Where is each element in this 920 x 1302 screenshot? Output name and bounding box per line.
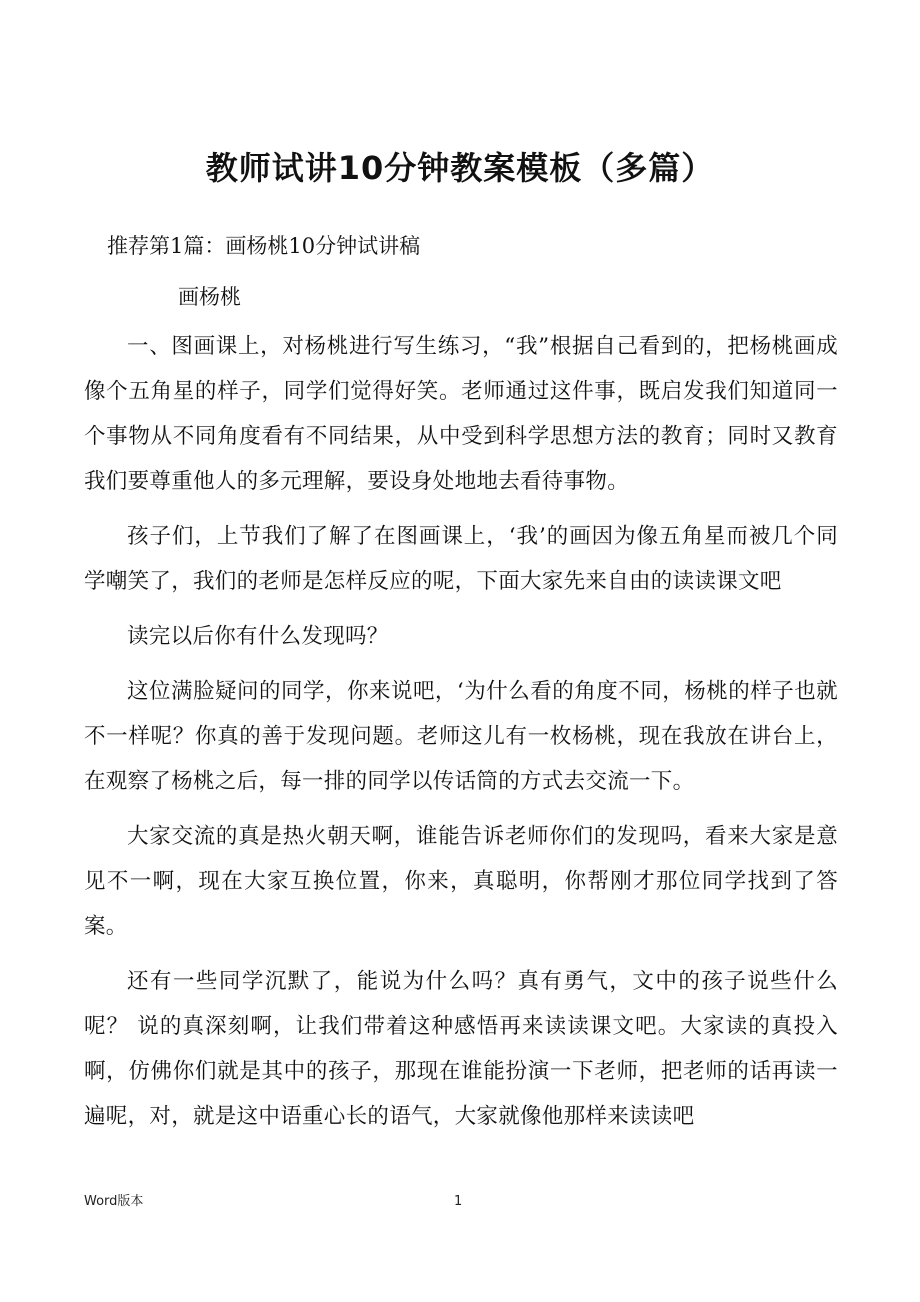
paragraph: 还有一些同学沉默了，能说为什么吗？真有勇气，文中的孩子说些什么呢？ 说的真深刻啊，让我们带着这种感悟再来读读课文吧。大家读的真投入啊，仿佛你们就是其中的孩子，那现在谁能扮演一下老师，把老师的话再读一遍呢，对，就是这中语重心长的语气，大家就像他那样来读读吧 xyxy=(84,969,838,1129)
article-subtitle: 推荐第1篇：画杨桃10分钟试讲稿 xyxy=(107,234,421,258)
document-title: 教师试讲10分钟教案模板（多篇） xyxy=(205,149,715,187)
paragraph: 这位满脸疑问的同学，你来说吧，‘为什么看的角度不同，杨桃的样子也就不一样呢？你真的善于发现问题。老师这儿有一枚杨桃，现在我放在讲台上，在观察了杨桃之后，每一排的同学以传话筒的方式去交流一下。 xyxy=(84,679,838,794)
paragraph: 大家交流的真是热火朝天啊，谁能告诉老师你们的发现吗，看来大家是意见不一啊，现在大家互换位置，你来，真聪明，你帮刚才那位同学找到了答案。 xyxy=(84,824,838,939)
paragraph: 读完以后你有什么发现吗？ xyxy=(127,624,389,649)
footer-page-number: 1 xyxy=(454,1194,463,1209)
paragraph: 孩子们，上节我们了解了在图画课上，‘我’的画因为像五角星而被几个同学嘲笑了，我们的老师是怎样反应的呢，下面大家先来自由的读读课文吧 xyxy=(84,524,838,594)
paragraph: 一、图画课上，对杨桃进行写生练习，“我”根据自己看到的，把杨桃画成像个五角星的样子，同学们觉得好笑。老师通过这件事，既启发我们知道同一个事物从不同角度看有不同结果，从中受到科学思想方法的教育；同时又教育我们要尊重他人的多元理解，要设身处地地去看待事物。 xyxy=(84,334,838,494)
footer-version-label: Word版本 xyxy=(84,1194,144,1209)
body-text xyxy=(84,324,838,1149)
section-title: 画杨桃 xyxy=(178,285,241,309)
